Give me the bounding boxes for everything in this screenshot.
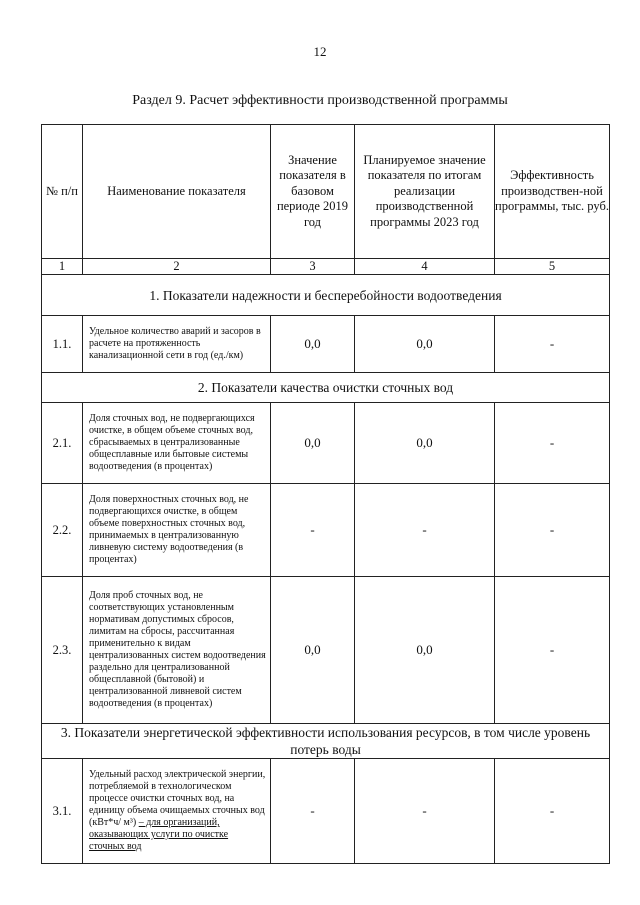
table-row <box>42 577 610 724</box>
row-number: 3.1. <box>42 759 83 864</box>
group-title: 3. Показатели энергетической эффективности использования ресурсов, в том числе уровень потерь воды <box>42 724 610 759</box>
base-value: 0,0 <box>271 316 355 373</box>
plan-value: - <box>355 484 495 577</box>
plan-value: 0,0 <box>355 577 495 724</box>
header-num: № п/п <box>42 125 83 259</box>
indicator-name <box>83 759 271 864</box>
base-value: - <box>271 759 355 864</box>
row-number: 2.1. <box>42 403 83 484</box>
column-number: 1 <box>42 259 83 275</box>
plan-value: 0,0 <box>355 316 495 373</box>
header-name: Наименование показателя <box>83 125 271 259</box>
column-number: 5 <box>495 259 610 275</box>
header-efficiency: Эффективность производствен-ной программы, тыс. руб. <box>495 125 610 259</box>
column-number: 4 <box>355 259 495 275</box>
table-row <box>42 403 610 484</box>
indicator-name: Удельное количество аварий и засоров в расчете на протяженность канализационной сети в год (ед./км) <box>83 316 271 373</box>
table-row <box>42 316 610 373</box>
efficiency-value: - <box>495 759 610 864</box>
indicator-name-main: Удельный расход электрической энергии, потребляемой в технологическом процессе очистки сточных вод, на единицу объема очищаемых сточных вод (кВт*ч/ м³) <box>89 769 266 828</box>
indicator-name-note: – для организаций, оказывающих услуги по очистке сточных вод <box>89 817 229 852</box>
column-number-row <box>42 259 610 275</box>
base-value: 0,0 <box>271 577 355 724</box>
row-number: 1.1. <box>42 316 83 373</box>
row-number: 2.2. <box>42 484 83 577</box>
group-row <box>42 275 610 316</box>
section-title: Раздел 9. Расчет эффективности производственной программы <box>132 93 508 108</box>
group-row <box>42 373 610 403</box>
indicator-name: Доля проб сточных вод, не соответствующих установленным нормативам допустимых сбросов, лимитам на сбросы, рассчитанная применительно к видам централизованных систем водоотведения раздельно для централизованной общесплавной (бытовой) и централизованной ливневой систем водоотведения (в процентах) <box>83 577 271 724</box>
efficiency-value: - <box>495 577 610 724</box>
efficiency-value: - <box>495 316 610 373</box>
plan-value: 0,0 <box>355 403 495 484</box>
header-plan: Планируемое значение показателя по итогам реализации производственной программы 2023 год <box>355 125 495 259</box>
base-value: 0,0 <box>271 403 355 484</box>
table-row <box>42 484 610 577</box>
header-row <box>42 125 610 259</box>
column-number: 2 <box>83 259 271 275</box>
group-row <box>42 724 610 759</box>
efficiency-table <box>41 124 610 864</box>
indicator-name: Доля поверхностных сточных вод, не подвергающихся очистке, в общем объеме поверхностных сточных вод, принимаемых в централизованную ливневую систему водоотведения (в процентах) <box>83 484 271 577</box>
group-title: 2. Показатели качества очистки сточных вод <box>42 373 610 403</box>
table-row <box>42 759 610 864</box>
header-base: Значение показателя в базовом периоде 2019 год <box>271 125 355 259</box>
base-value: - <box>271 484 355 577</box>
page-number: 12 <box>313 44 327 59</box>
column-number: 3 <box>271 259 355 275</box>
plan-value: - <box>355 759 495 864</box>
efficiency-value: - <box>495 484 610 577</box>
indicator-name: Доля сточных вод, не подвергающихся очистке, в общем объеме сточных вод, сбрасываемых в централизованные общесплавные или бытовые системы водоотведения (в процентах) <box>83 403 271 484</box>
row-number: 2.3. <box>42 577 83 724</box>
efficiency-value: - <box>495 403 610 484</box>
group-title: 1. Показатели надежности и бесперебойности водоотведения <box>42 275 610 316</box>
